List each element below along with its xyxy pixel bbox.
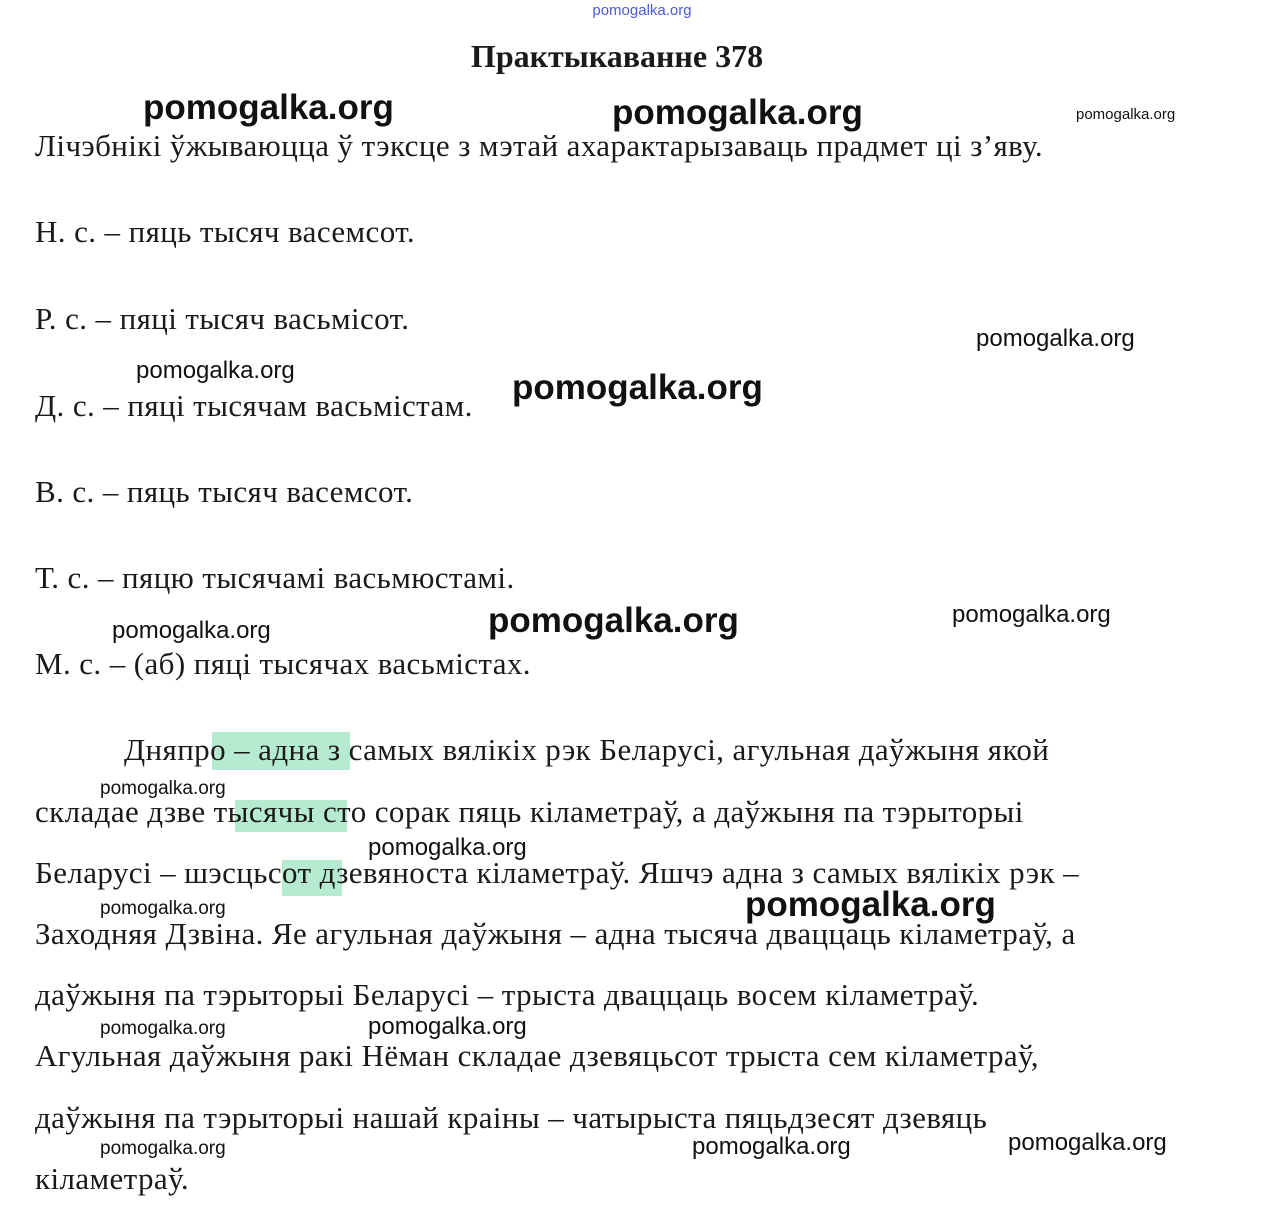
watermark: pomogalka.org xyxy=(100,1138,226,1159)
watermark: pomogalka.org xyxy=(143,88,394,127)
watermark: pomogalka.org xyxy=(488,601,739,640)
watermark: pomogalka.org xyxy=(1008,1129,1167,1156)
case-line-nominative: Н. с. – пяць тысяч васемсот. xyxy=(35,214,415,249)
watermark: pomogalka.org xyxy=(1076,106,1176,123)
paragraph-line: Агульная даўжыня ракі Нёман складае дзевяцьсот трыста сем кіламетраў, xyxy=(35,1038,1039,1073)
site-link[interactable]: pomogalka.org xyxy=(592,2,692,19)
watermark: pomogalka.org xyxy=(100,778,226,799)
case-line-genitive: Р. с. – пяці тысяч васьмісот. xyxy=(35,301,410,336)
page-title: Практыкаванне 378 xyxy=(470,38,764,74)
paragraph-line: Дняпро – адна з самых вялікіх рэк Беларусі, агульная даўжыня якой xyxy=(124,732,1050,767)
watermark: pomogalka.org xyxy=(612,93,863,132)
watermark: pomogalka.org xyxy=(368,1013,527,1040)
paragraph-line: Заходняя Дзвіна. Яе агульная даўжыня – адна тысяча дваццаць кіламетраў, а xyxy=(35,916,1076,951)
watermark: pomogalka.org xyxy=(100,1018,226,1039)
paragraph-line: складае дзве тысячы сто сорак пяць кіламетраў, а даўжыня па тэрыторыі xyxy=(35,794,1024,829)
watermark: pomogalka.org xyxy=(136,357,295,384)
paragraph-line: Беларусі – шэсцьсот дзевяноста кіламетраў. Яшчэ адна з самых вялікіх рэк – xyxy=(35,855,1080,890)
case-line-instrumental: Т. с. – пяцю тысячамі васьмюстамі. xyxy=(35,560,515,595)
intro-text: Лічэбнікі ўжываюцца ў тэксце з мэтай ахарактарызаваць прадмет ці з’яву. xyxy=(35,128,1044,163)
case-line-prepositional: М. с. – (аб) пяці тысячах васьмістах. xyxy=(35,646,531,681)
paragraph-line: даўжыня па тэрыторыі нашай краіны – чатырыста пяцьдзесят дзевяць xyxy=(35,1100,988,1135)
watermark: pomogalka.org xyxy=(952,601,1111,628)
watermark: pomogalka.org xyxy=(976,325,1135,352)
case-line-dative: Д. с. – пяці тысячам васьмістам. xyxy=(35,388,473,423)
watermark: pomogalka.org xyxy=(745,885,996,924)
paragraph-line: даўжыня па тэрыторыі Беларусі – трыста дваццаць восем кіламетраў. xyxy=(35,977,980,1012)
watermark: pomogalka.org xyxy=(368,834,527,861)
watermark: pomogalka.org xyxy=(512,368,763,407)
watermark: pomogalka.org xyxy=(100,898,226,919)
case-line-accusative: В. с. – пяць тысяч васемсот. xyxy=(35,474,414,509)
paragraph-line: кіламетраў. xyxy=(35,1161,190,1196)
watermark: pomogalka.org xyxy=(692,1133,851,1160)
watermark: pomogalka.org xyxy=(112,617,271,644)
